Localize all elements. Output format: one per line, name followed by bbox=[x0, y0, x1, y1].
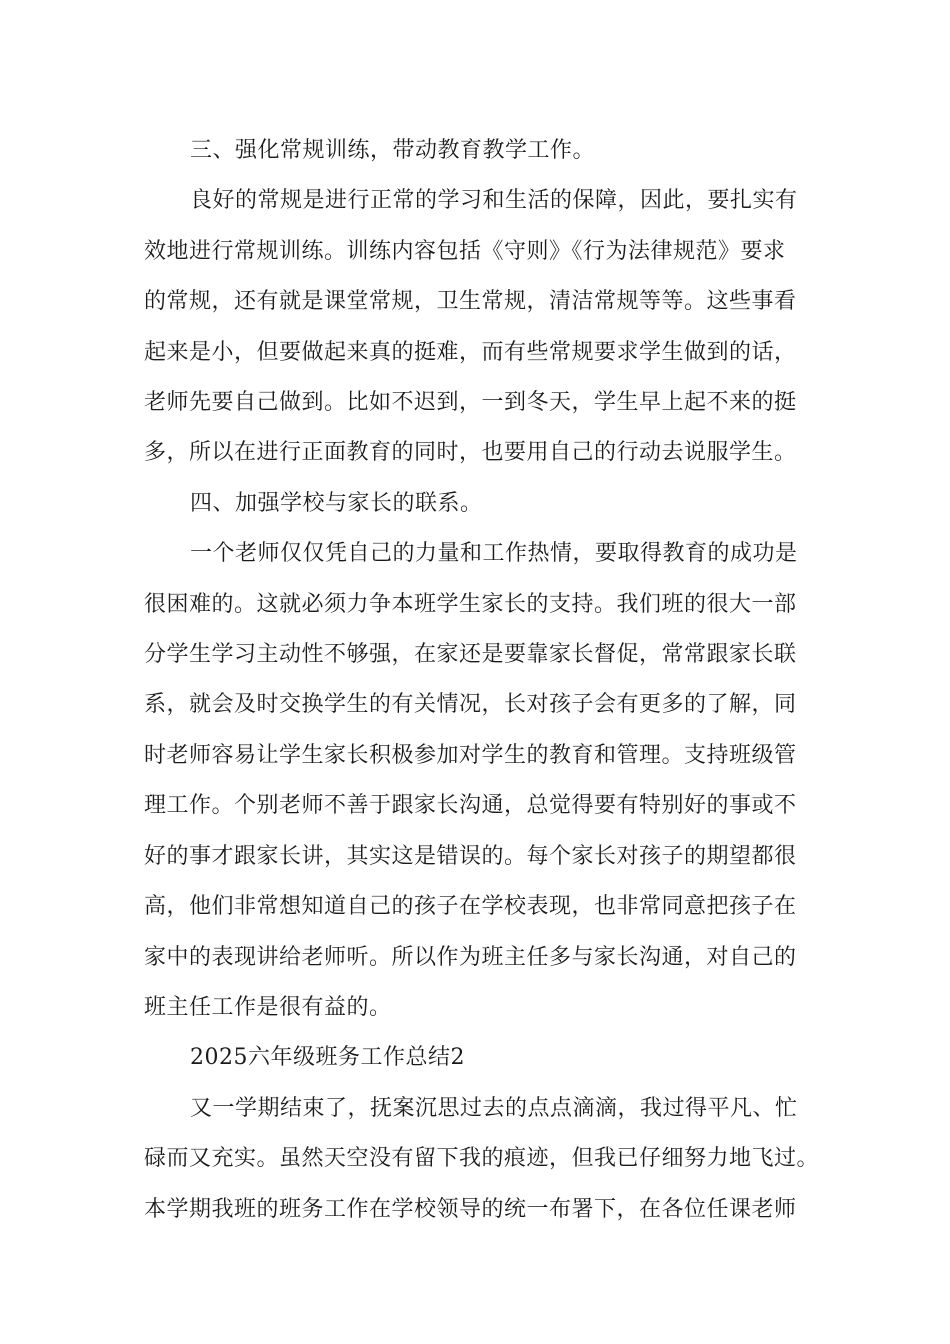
paragraph-line: 又一学期结束了，抚案沉思过去的点点滴滴，我过得平凡、忙 bbox=[190, 1095, 798, 1121]
paragraph-line: 分学生学习主动性不够强，在家还是要靠家长督促，常常跟家长联 bbox=[144, 642, 797, 668]
heading-text: 四、加强学校与家长的联系。 bbox=[190, 490, 483, 516]
paragraph-line: 一个老师仅仅凭自己的力量和工作热情，要取得教育的成功是 bbox=[190, 541, 798, 567]
paragraph-line: 好的事才跟家长讲，其实这是错误的。每个家长对孩子的期望都很 bbox=[144, 843, 797, 869]
document-body bbox=[144, 126, 824, 1235]
intro-paragraph bbox=[144, 1084, 824, 1235]
paragraph-line: 系，就会及时交换学生的有关情况，长对孩子会有更多的了解，同 bbox=[144, 692, 797, 718]
paragraph-line: 很困难的。这就必须力争本班学生家长的支持。我们班的很大一部 bbox=[144, 591, 797, 617]
paragraph-line: 高，他们非常想知道自己的孩子在学校表现，也非常同意把孩子在 bbox=[144, 894, 797, 920]
section-3-paragraph bbox=[144, 176, 824, 478]
section-4-paragraph bbox=[144, 529, 824, 1033]
section-4-heading bbox=[144, 479, 824, 529]
document-title-2 bbox=[144, 1033, 824, 1083]
paragraph-line: 时老师容易让学生家长积极参加对学生的教育和管理。支持班级管 bbox=[144, 742, 797, 768]
paragraph-line: 的常规，还有就是课堂常规，卫生常规，清洁常规等等。这些事看 bbox=[144, 289, 797, 315]
section-3-heading bbox=[144, 126, 824, 176]
paragraph-line: 多，所以在进行正面教育的同时，也要用自己的行动去说服学生。 bbox=[144, 440, 797, 466]
heading-text: 三、强化常规训练，带动教育教学工作。 bbox=[190, 138, 596, 163]
paragraph-line: 效地进行常规训练。训练内容包括《守则》《行为法律规范》要求 bbox=[144, 238, 786, 264]
paragraph-line: 理工作。个别老师不善于跟家长沟通，总觉得要有特别好的事或不 bbox=[144, 793, 797, 819]
paragraph-line: 良好的常规是进行正常的学习和生活的保障，因此，要扎实有 bbox=[190, 188, 798, 214]
title-text: 2025六年级班务工作总结2 bbox=[190, 1045, 465, 1071]
paragraph-line: 起来是小，但要做起来真的挺难，而有些常规要求学生做到的话， bbox=[144, 339, 797, 365]
paragraph-line: 家中的表现讲给老师听。所以作为班主任多与家长沟通，对自己的 bbox=[144, 944, 797, 970]
paragraph-line: 碌而又充实。虽然天空没有留下我的痕迹，但我已仔细努力地飞过。 bbox=[144, 1146, 820, 1172]
paragraph-line: 班主任工作是很有益的。 bbox=[144, 994, 392, 1020]
paragraph-line: 本学期我班的班务工作在学校领导的统一布署下，在各位任课老师 bbox=[144, 1196, 797, 1222]
paragraph-line: 老师先要自己做到。比如不迟到，一到冬天，学生早上起不来的挺 bbox=[144, 390, 797, 416]
